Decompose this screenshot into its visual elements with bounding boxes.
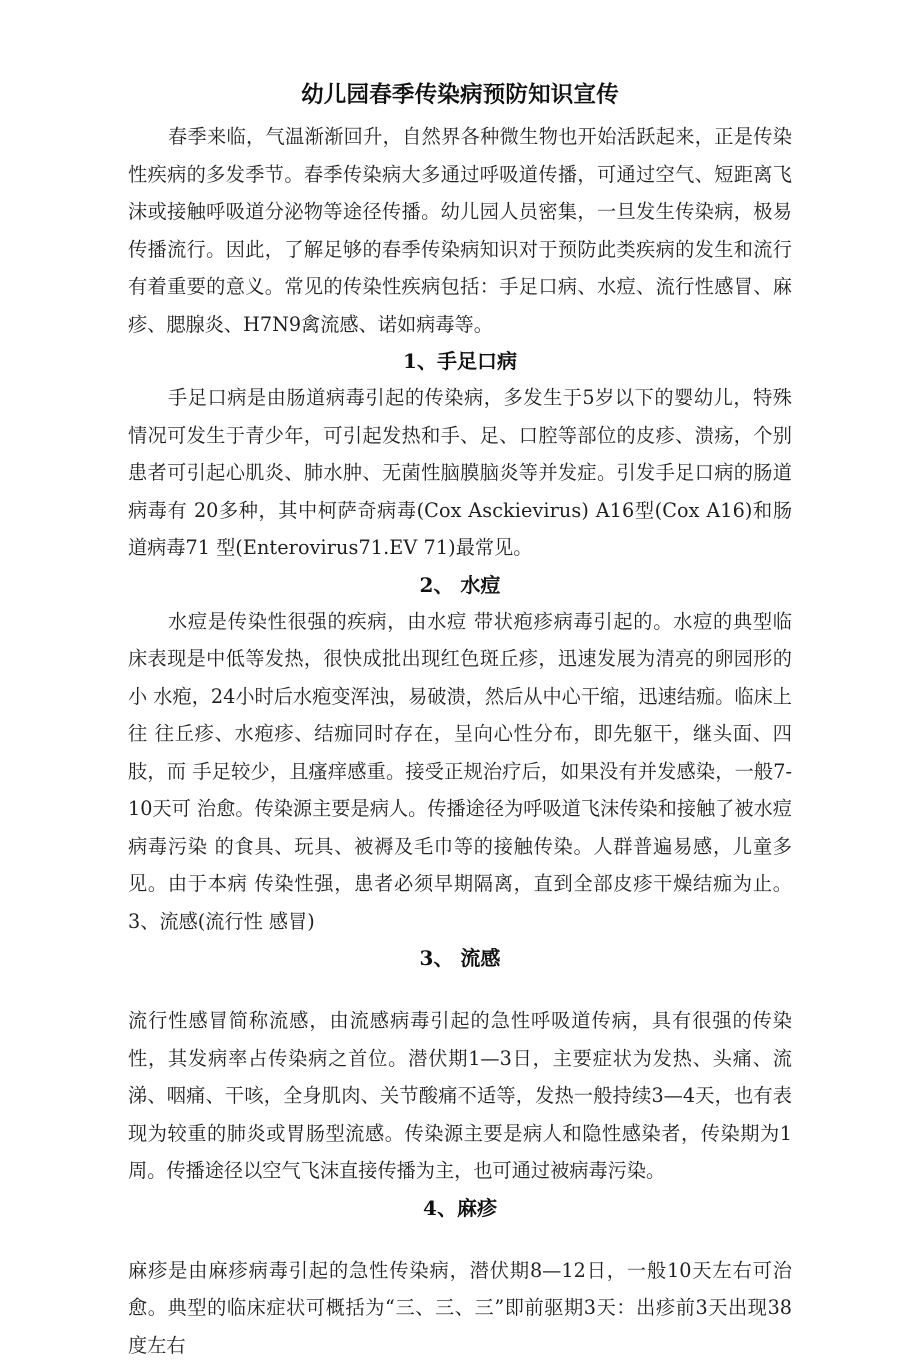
hfm-text-mid-1: 型 [634, 499, 654, 522]
section-body-hand-foot-mouth [128, 379, 792, 567]
hfm-latin-cox-a16: (Cox A16) [655, 499, 753, 522]
hfm-text-mid-2: 和肠道病毒71 型 [128, 499, 792, 560]
section-body-influenza: 流行性感冒简称流感，由流感病毒引起的急性呼吸道传病，具有很强的传染性，其发病率占传染病之首位。潜伏期1—3日，主要症状为发热、头痛、流涕、咽痛、干咳，全身肌肉、关节酸痛不适等，发热一般持续3—4天，也有表现为较重的肺炎或胃肠型流感。传染源主要是病人和隐性感染者，传染期为1周。传播途径以空气飞沫直接传播为主，也可通过被病毒污染。 [128, 1002, 792, 1190]
section-heading-hand-foot-mouth: 1、手足口病 [128, 343, 792, 379]
document-title: 幼儿园春季传染病预防知识宣传 [128, 0, 792, 112]
hfm-latin-enterovirus: (Enterovirus71.EV 71) [235, 536, 455, 559]
section-heading-influenza: 3、 流感 [128, 940, 792, 976]
spacer [128, 1226, 792, 1252]
intro-paragraph: 春季来临，气温渐渐回升，自然界各种微生物也开始活跃起来，正是传染性疾病的多发季节。春季传染病大多通过呼吸道传播，可通过空气、短距离飞沫或接触呼吸道分泌物等途径传播。幼儿园人员密集，一旦发生传染病，极易传播流行。因此，了解足够的春季传染病知识对于预防此类疾病的发生和流行有着重要的意义。常见的传染性疾病包括：手足口病、水痘、流行性感冒、麻疹、腮腺炎、H7N9禽流感、诺如病毒等。 [128, 118, 792, 343]
section-body-measles: 麻疹是由麻疹病毒引起的急性传染病，潜伏期8—12日，一般10天左右可治愈。典型的临床症状可概括为“三、三、三”即前驱期3天：出疹前3天出现38 度左右 [128, 1252, 792, 1364]
hfm-latin-coxsackie: (Cox Asckievirus) A16 [417, 499, 635, 522]
document-body [128, 0, 792, 1364]
hfm-text-lead: 手足口病是由肠道病毒引起的传染病，多发生于5岁以下的婴幼儿，特殊情况可发生于青少年，可引起发热和手、足、口腔等部位的皮疹、溃疡，个别患者可引起心肌炎、肺水肿、无菌性脑膜脑炎等并发症。引发手足口病的肠道病毒有 20多种，其中柯萨奇病毒 [128, 386, 792, 522]
section-body-chickenpox: 水痘是传染性很强的疾病，由水痘 带状疱疹病毒引起的。水痘的典型临 床表现是中低等发热，很快成批出现红色斑丘疹，迅速发展为清亮的卵园形的小 水疱，24小时后水疱变浑浊，易破溃，然后从中心干缩，迅速结痂。临床上往 往丘疹、水疱疹、结痂同时存在，呈向心性分布，即先躯干，继头面、四肢，而 手足较少，且瘙痒感重。接受正规治疗后，如果没有并发感染，一般7-10天可 治愈。传染源主要是病人。传播途径为呼吸道飞沫传染和接触了被水痘病毒污染 的食具、玩具、被褥及毛巾等的接触传染。人群普遍易感，儿童多见。由于本病 传染性强，患者必须早期隔离，直到全部皮疹干燥结痂为止。3、流感(流行性 感冒) [128, 603, 792, 941]
spacer [128, 976, 792, 1002]
hfm-text-tail: 最常见。 [456, 536, 533, 559]
section-heading-measles: 4、麻疹 [128, 1190, 792, 1226]
section-heading-chickenpox: 2、 水痘 [128, 567, 792, 603]
